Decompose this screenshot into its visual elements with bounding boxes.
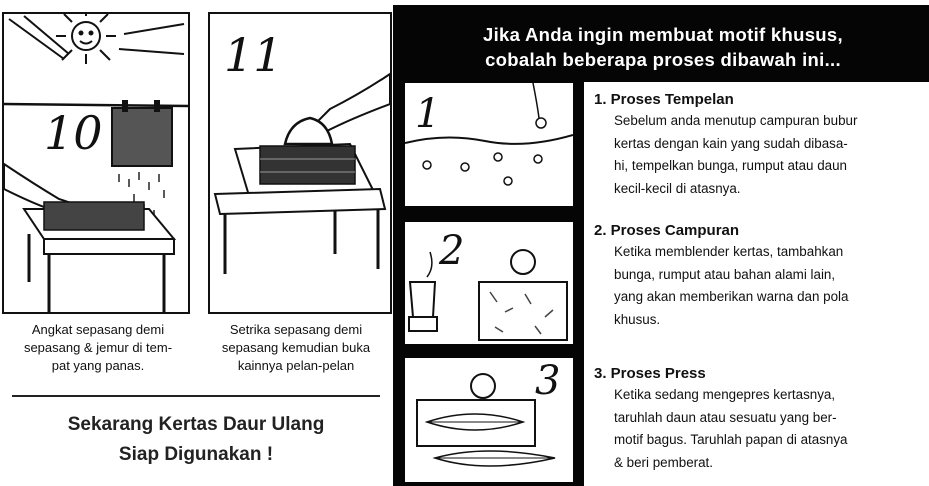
description-line: bunga, rumput atau bahan alami lain, xyxy=(614,266,836,282)
step-number: 10 xyxy=(44,106,103,160)
caption-line: Angkat sepasang demi xyxy=(31,322,165,337)
caption-step-10 xyxy=(2,321,194,375)
process-thumb-2 xyxy=(405,222,573,344)
caption-line: kainnya pelan-pelan xyxy=(237,358,355,373)
description-line: hi, tempelkan bunga, rumput atau daun xyxy=(614,158,848,173)
process-description xyxy=(594,384,920,474)
panel-step-11 xyxy=(208,12,392,314)
caption-line: sepasang & jemur di tem- xyxy=(23,340,173,355)
thumb-number: 2 xyxy=(439,228,465,274)
process-press xyxy=(594,365,920,474)
ready-message-line: Siap Digunakan ! xyxy=(118,444,274,465)
process-title: 1. Proses Tempelan xyxy=(594,91,734,108)
panel-step-10 xyxy=(2,12,190,314)
caption-line: sepasang kemudian buka xyxy=(221,340,371,355)
process-thumb-3 xyxy=(405,358,573,482)
description-line: Ketika sedang mengepres kertasnya, xyxy=(614,387,836,402)
section-header xyxy=(400,22,926,72)
description-line: kecil-kecil di atasnya. xyxy=(614,180,741,196)
description-line: Ketika memblender kertas, tambahkan xyxy=(614,244,844,259)
blender-illustration xyxy=(405,222,573,344)
description-line: khusus. xyxy=(614,311,661,327)
process-tempelan xyxy=(594,91,920,200)
process-campuran xyxy=(594,222,920,331)
process-title: 2. Proses Campuran xyxy=(594,222,740,239)
thumb-number: 1 xyxy=(415,91,441,137)
process-title: 3. Proses Press xyxy=(594,365,706,382)
process-thumb-1 xyxy=(405,83,573,206)
caption-step-11 xyxy=(200,321,392,375)
caption-line: Setrika sepasang demi xyxy=(229,322,363,337)
step-number: 11 xyxy=(224,28,283,82)
description-line: taruhlah daun atau sesuatu yang ber- xyxy=(614,409,837,425)
ready-message xyxy=(0,410,392,470)
description-line: motif bagus. Taruhlah papan di atasnya xyxy=(614,432,848,447)
header-line: Jika Anda ingin membuat motif khusus, xyxy=(483,24,843,45)
header-line: cobalah beberapa proses dibawah ini... xyxy=(485,49,841,70)
description-line: kertas dengan kain yang sudah dibasa- xyxy=(614,135,848,151)
description-line: Sebelum anda menutup campuran bubur xyxy=(614,113,858,128)
divider xyxy=(12,395,380,397)
caption-line: pat yang panas. xyxy=(51,358,145,373)
thumb-number: 3 xyxy=(535,358,561,404)
description-line: yang akan memberikan warna dan pola xyxy=(614,289,849,304)
description-line: & beri pemberat. xyxy=(614,454,713,470)
drying-illustration xyxy=(4,14,188,312)
ready-message-line: Sekarang Kertas Daur Ulang xyxy=(67,414,325,435)
process-description xyxy=(594,241,920,331)
process-description xyxy=(594,110,920,200)
